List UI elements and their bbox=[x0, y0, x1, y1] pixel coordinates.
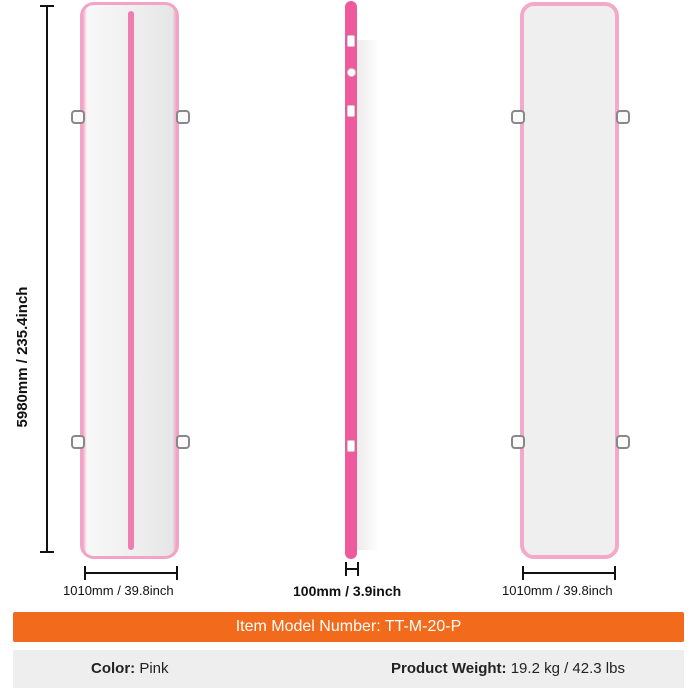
handle-icon bbox=[616, 110, 630, 124]
front-width-right-tick bbox=[176, 566, 178, 580]
side-thickness-right-tick bbox=[357, 562, 359, 576]
back-width-right-tick bbox=[614, 566, 616, 580]
color-value: Pink bbox=[139, 660, 169, 677]
handle-icon bbox=[71, 435, 85, 449]
side-thickness-label: 100mm / 3.9inch bbox=[293, 583, 402, 599]
handle-icon bbox=[71, 110, 85, 124]
height-dimension-label: 5980mm / 235.4inch bbox=[14, 286, 31, 428]
mat-side-view bbox=[345, 1, 357, 559]
valve-icon bbox=[347, 440, 355, 452]
spec-info-row bbox=[13, 650, 684, 688]
valve-icon bbox=[347, 68, 356, 77]
handle-icon bbox=[176, 435, 190, 449]
side-thickness-left-tick bbox=[345, 562, 347, 576]
mat-front-view bbox=[80, 2, 179, 559]
mat-side-shadow bbox=[357, 40, 379, 550]
weight-value: 19.2 kg / 42.3 lbs bbox=[510, 660, 625, 677]
color-key: Color: bbox=[91, 660, 136, 677]
color-spec bbox=[91, 660, 169, 677]
back-width-label: 1010mm / 39.8inch bbox=[502, 583, 613, 598]
mat-center-stripe bbox=[128, 11, 134, 550]
valve-icon bbox=[347, 105, 355, 117]
weight-spec bbox=[391, 660, 625, 677]
front-width-dimension-line bbox=[85, 572, 177, 574]
mat-back-view bbox=[520, 2, 619, 559]
front-width-label: 1010mm / 39.8inch bbox=[63, 583, 174, 598]
handle-icon bbox=[176, 110, 190, 124]
valve-icon bbox=[347, 35, 355, 47]
front-width-left-tick bbox=[84, 566, 86, 580]
height-dimension-line bbox=[46, 5, 48, 553]
back-width-left-tick bbox=[522, 566, 524, 580]
back-width-dimension-line bbox=[523, 572, 615, 574]
weight-key: Product Weight: bbox=[391, 660, 507, 677]
handle-icon bbox=[616, 435, 630, 449]
model-number-banner: Item Model Number: TT-M-20-P bbox=[13, 612, 684, 642]
height-dimension-bottom-tick bbox=[40, 551, 54, 553]
height-dimension-top-tick bbox=[40, 5, 54, 7]
handle-icon bbox=[511, 435, 525, 449]
handle-icon bbox=[511, 110, 525, 124]
